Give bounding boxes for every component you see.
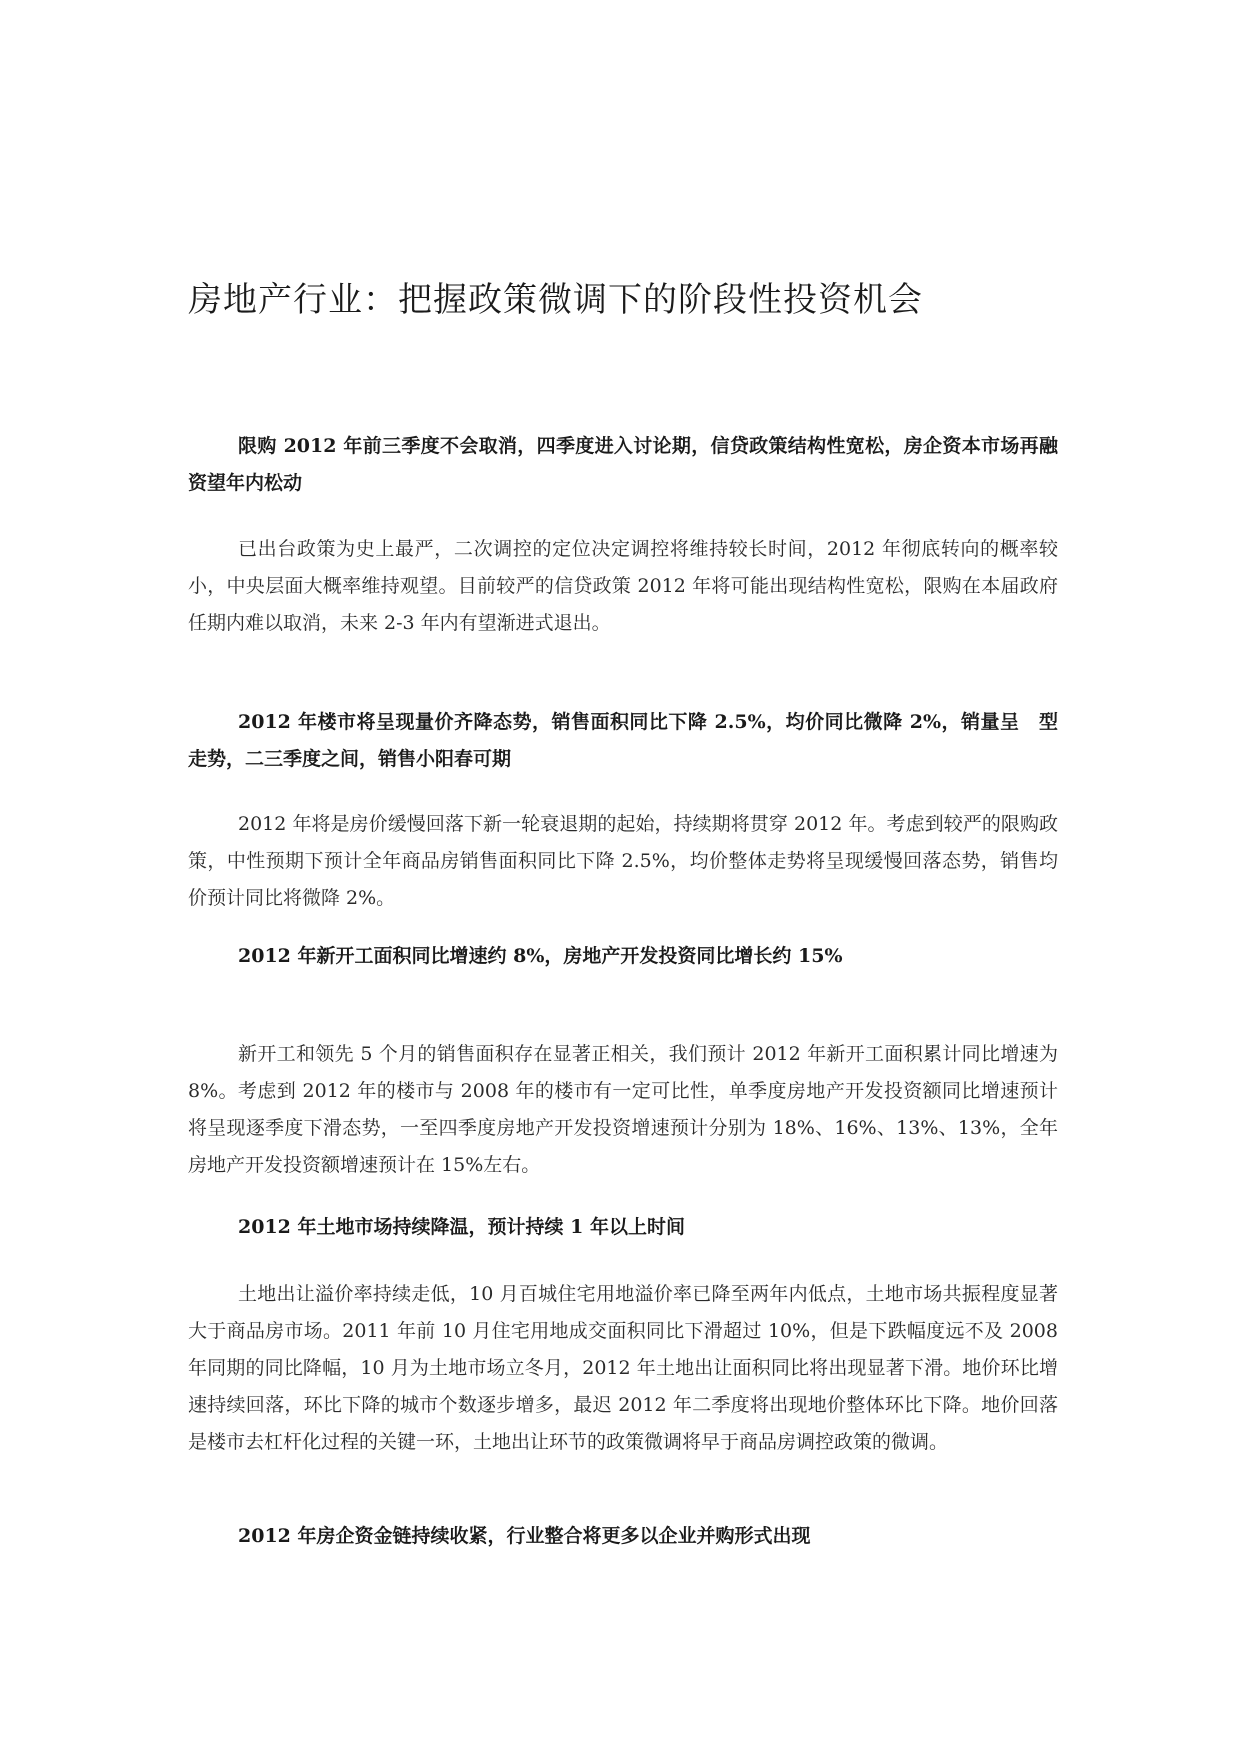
section-paragraph-restriction-policy: 已出台政策为史上最严，二次调控的定位决定调控将维持较长时间，2012 年彻底转向的概率较小，中央层面大概率维持观望。目前较严的信贷政策 2012 年将可能出现结构性宽松，限购在本届政府任期内难以取消，未来 2-3 年内有望渐进式退出。 — [188, 538, 1058, 634]
section-heading-restriction-policy: 限购 2012 年前三季度不会取消，四季度进入讨论期，信贷政策结构性宽松，房企资本市场再融资望年内松动 — [188, 435, 1058, 494]
section-paragraph-market-forecast: 2012 年将是房价缓慢回落下新一轮衰退期的起始，持续期将贯穿 2012 年。考虑到较严的限购政策，中性预期下预计全年商品房销售面积同比下降 2.5%，均价整体走势将呈现缓慢回落态势，销售均价预计同比将微降 2%。 — [188, 813, 1058, 909]
section-paragraph-land-market: 土地出让溢价率持续走低，10 月百城住宅用地溢价率已降至两年内低点，土地市场共振程度显著大于商品房市场。2011 年前 10 月住宅用地成交面积同比下滑超过 10%，但是下跌幅度远不及 2008 年同期的同比降幅，10 月为土地市场立冬月，2012 年土地出让面积同比将出现显著下滑。地价环比增速持续回落，环比下降的城市个数逐步增多，最迟 2012 年二季度将出现地价整体环比下降。地价回落是楼市去杠杆化过程的关键一环，土地出让环节的政策微调将早于商品房调控政策的微调。 — [188, 1283, 1058, 1453]
section-heading-market-forecast: 2012 年楼市将呈现量价齐降态势，销售面积同比下降 2.5%，均价同比微降 2%，销量呈 型走势，二三季度之间，销售小阳春可期 — [188, 711, 1058, 770]
section-paragraph-new-construction: 新开工和领先 5 个月的销售面积存在显著正相关，我们预计 2012 年新开工面积累计同比增速为 8%。考虑到 2012 年的楼市与 2008 年的楼市有一定可比性，单季度房地产开发投资额同比增速预计将呈现逐季度下滑态势，一至四季度房地产开发投资增速预计分别为 18%、16%、13%、13%，全年房地产开发投资额增速预计在 15%左右。 — [188, 1043, 1058, 1176]
section-heading-land-market: 2012 年土地市场持续降温，预计持续 1 年以上时间 — [238, 1216, 685, 1238]
document-title: 房地产行业：把握政策微调下的阶段性投资机会 — [188, 280, 923, 320]
section-heading-capital-chain: 2012 年房企资金链持续收紧，行业整合将更多以企业并购形式出现 — [238, 1525, 811, 1547]
section-heading-new-construction: 2012 年新开工面积同比增速约 8%，房地产开发投资同比增长约 15% — [238, 945, 843, 967]
